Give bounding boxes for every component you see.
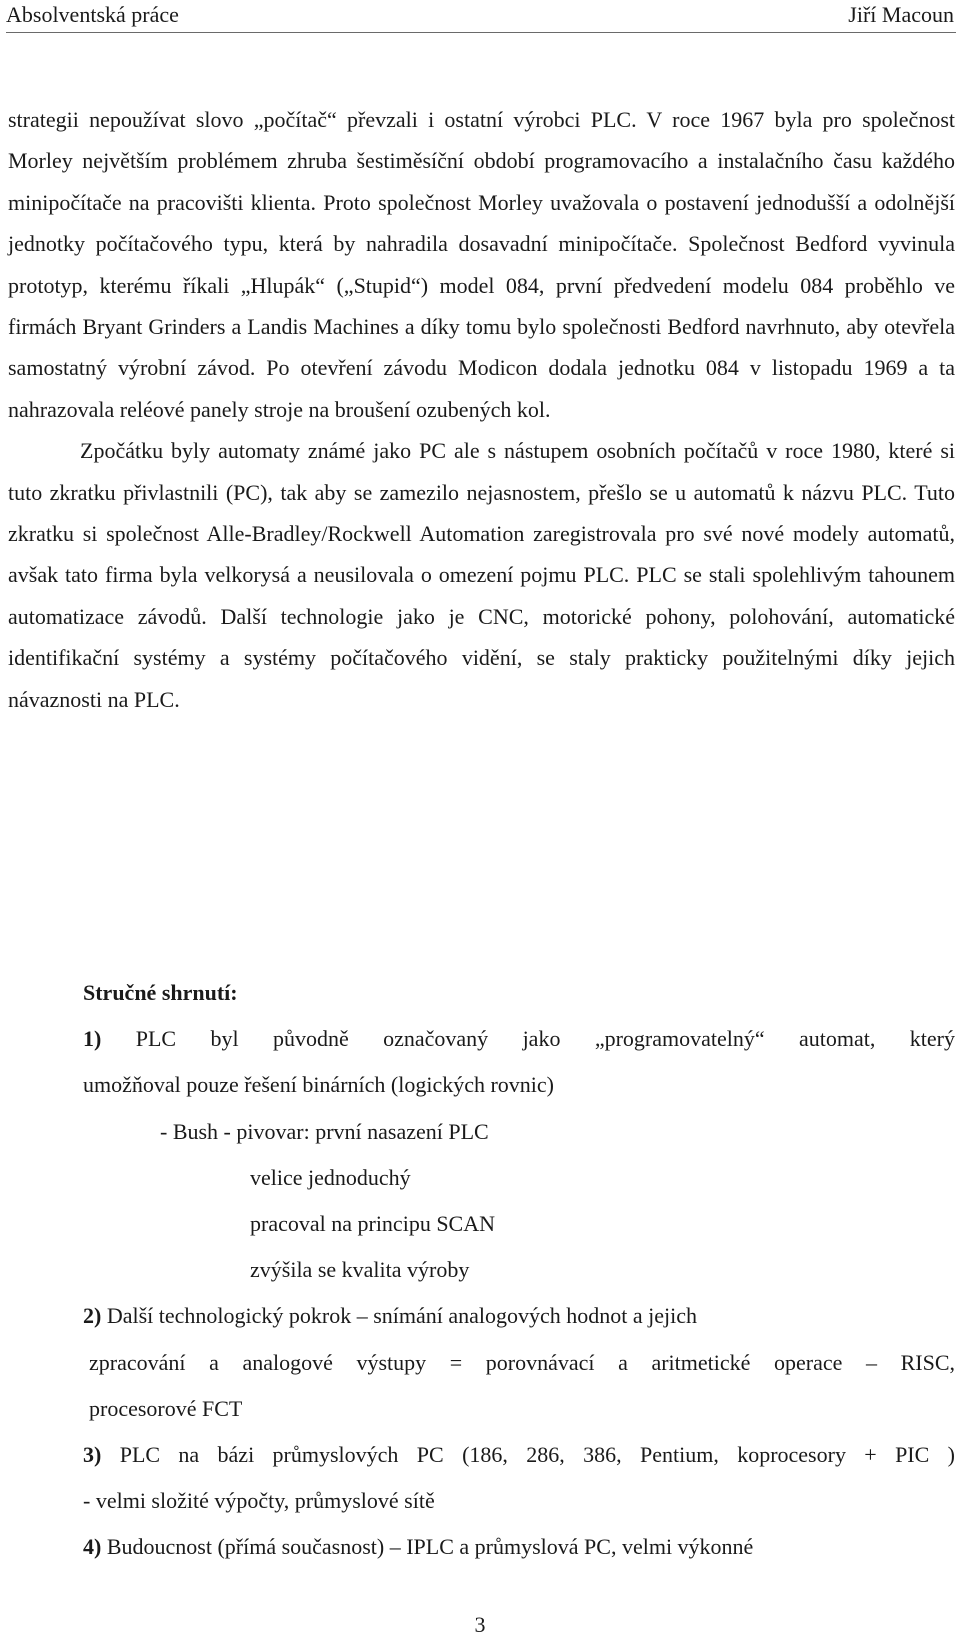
summary-item-2-line-1 — [83, 1293, 955, 1339]
item-number: 1) — [83, 1026, 102, 1052]
summary-item-4-line-1 — [83, 1524, 955, 1570]
summary-item-1-line-2: umožňoval pouze řešení binárních (logických rovnic) — [83, 1072, 555, 1098]
summary-item-3-line-1 — [83, 1432, 955, 1478]
summary-item-1-sub: velice jednoduchý — [250, 1164, 411, 1190]
item-text: PLC byl původně označovaný jako „programovatelný“ automat, který — [135, 1026, 955, 1052]
summary-item-1-sub: pracoval na principu SCAN — [250, 1211, 495, 1237]
summary-item-1-bullet: - Bush - pivovar: první nasazení PLC — [160, 1118, 489, 1144]
summary-item-1-line-1 — [83, 1016, 955, 1062]
header-author: Jiří Macoun — [848, 2, 954, 27]
item-text: Další technologický pokrok – snímání analogových hodnot a jejich — [106, 1303, 698, 1329]
paragraph: strategii nepoužívat slovo „počítač“ převzali i ostatní výrobci PLC. V roce 1967 byla pro společnost Morley největším problémem zhruba šestiměsíční období programovacího a instalačního času každého minipočítače na pracovišti klienta. Proto společnost Morley uvažovala o postavení jednodušší a odolnější jednotky počítačového typu, která by nahradila dosavadní minipočítače. Společnost Bedford vyvinula prototyp, kterému říkali „Hlupák“ („Stupid“) model 084, první předvedení modelu 084 proběhlo ve firmách Bryant Grinders a Landis Machines a díky tomu bylo společnosti Bedford navrhnuto, aby otevřela samostatný výrobní závod. Po otevření závodu Modicon dodala jednotku 084 v listopadu 1969 a ta nahrazovala reléové panely stroje na broušení ozubených kol. — [8, 107, 955, 422]
page-header — [6, 0, 956, 33]
item-text: PLC na bázi průmyslových PC (186, 286, 386, Pentium, koprocesory + PIC ) — [119, 1442, 956, 1468]
summary-title: Stručné shrnutí: — [83, 980, 238, 1005]
summary-item-2-line-2: zpracování a analogové výstupy = porovnávací a aritmetické operace – RISC, — [89, 1349, 955, 1375]
item-number: 4) — [83, 1534, 102, 1560]
paragraph: Zpočátku byly automaty známé jako PC ale s nástupem osobních počítačů v roce 1980, které si tuto zkratku přivlastnili (PC), tak aby se zamezilo nejasnostem, přešlo se u automatů k názvu PLC. Tuto zkratku si společnost Alle-Bradley/Rockwell Automation zaregistrovala pro své nové modely automatů, avšak tato firma byla velkorysá a neusilovala o omezení pojmu PLC. PLC se stali spolehlivým tahounem automatizace závodů. Další technologie jako je CNC, motorické pohony, polohování, automatické identifikační systémy a systémy počítačového vidění, se staly prakticky použitelnými díky jejich návaznosti na PLC. — [8, 438, 955, 712]
header-title: Absolventská práce — [6, 2, 179, 27]
body-text — [8, 99, 955, 720]
summary-item-3-line-2: - velmi složité výpočty, průmyslové sítě — [83, 1488, 435, 1514]
summary-item-1-sub: zvýšila se kvalita výroby — [250, 1257, 470, 1283]
item-number: 3) — [83, 1442, 102, 1468]
item-number: 2) — [83, 1303, 102, 1329]
item-text: Budoucnost (přímá současnost) – IPLC a průmyslová PC, velmi výkonné — [106, 1534, 754, 1560]
summary-section — [83, 970, 955, 1571]
page-number: 3 — [474, 1612, 486, 1637]
summary-item-2-line-3: procesorové FCT — [89, 1395, 243, 1421]
